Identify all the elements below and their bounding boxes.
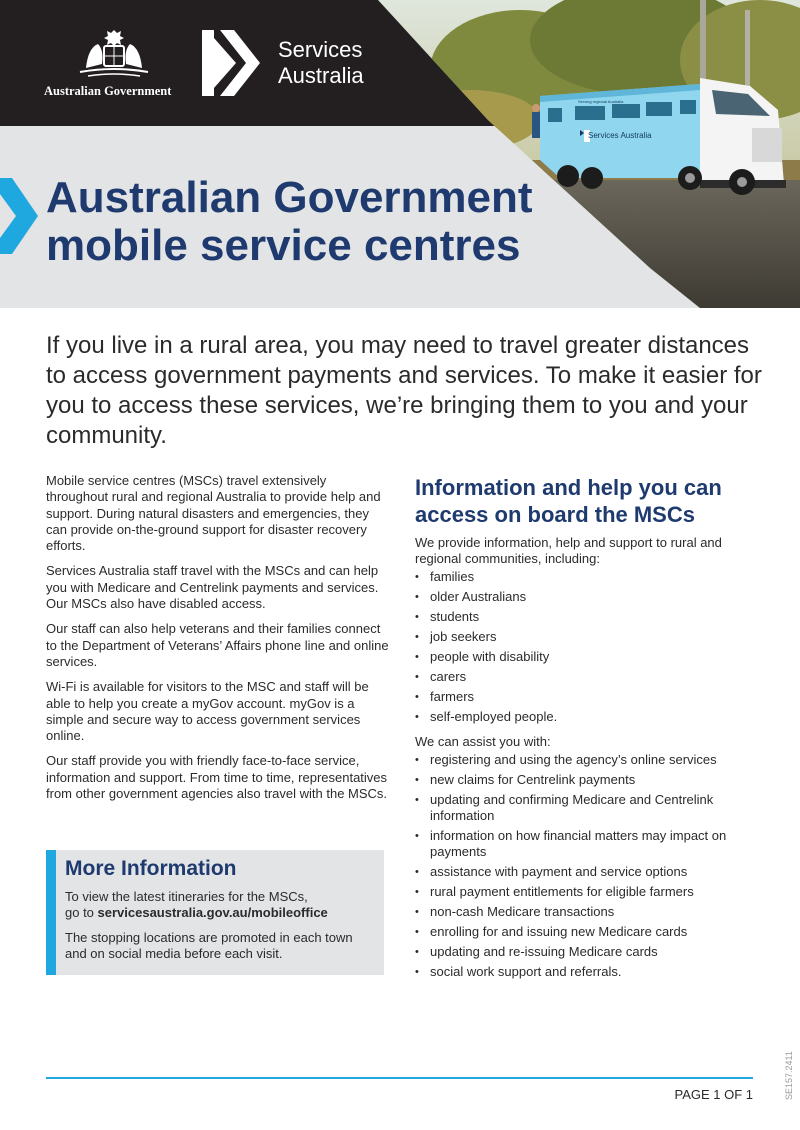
more-info-text [65,889,375,970]
more-info-paragraph [65,889,375,922]
right-heading [415,474,765,528]
assist-list [415,752,765,980]
body-paragraph: Our staff provide you with friendly face-to-face service, information and support. From time to time, representatives from other government agencies also travel with the MSCs. [46,753,388,802]
body-paragraph: Services Australia staff travel with the MSCs and can help you with Medicare and Centrelink payments and services. Our MSCs also have disabled access. [46,563,379,612]
list-item: • enrolling for and issuing new Medicare cards [415,924,688,939]
list-item: • information on how financial matters may impact on payments [415,828,727,859]
bullet-icon: • [415,830,419,842]
more-info-line-1: To view the latest itineraries for the MSCs, [65,889,308,904]
list-item: • assistance with payment and service options [415,864,688,879]
bullet-icon: • [415,866,419,878]
australian-government-logo [44,26,184,102]
title-line-1: Australian Government [46,173,533,222]
list-item: • new claims for Centrelink payments [415,772,636,787]
brand-line-2: Australia [278,63,364,88]
more-info-title: More Information [65,857,237,880]
body-paragraph: Wi-Fi is available for visitors to the MSC and staff will be able to help you create a myGov account. myGov is a simple and secure way to access government services online. [46,679,369,744]
bullet-icon: • [415,671,419,683]
list-item: • job seekers [415,629,497,644]
communities-list [415,569,765,725]
right-column [415,474,765,989]
list-item: • updating and re-issuing Medicare cards [415,944,658,959]
bullet-icon: • [415,754,419,766]
more-info-accent-bar [46,850,56,975]
chevron-accent-icon [0,178,40,254]
bullet-icon: • [415,711,419,723]
bullet-icon: • [415,631,419,643]
brand-line-1: Services [278,37,363,62]
list-item: • social work support and referrals. [415,964,622,979]
left-column [46,473,391,811]
list-item: • students [415,609,480,624]
document-code: SE157.2411 [784,1051,794,1100]
more-info-link[interactable]: servicesaustralia.gov.au/mobileoffice [97,905,328,921]
bullet-icon: • [415,966,419,978]
more-info-paragraph-2: The stopping locations are promoted in each town and on social media before each visit. [65,929,353,961]
bullet-icon: • [415,591,419,603]
page-number: PAGE 1 OF 1 [674,1087,753,1102]
bullet-icon: • [415,611,419,623]
truck-banner-text: Services Australia [588,131,652,140]
bullet-icon: • [415,651,419,663]
list-item: • older Australians [415,589,527,604]
list-item: • registering and using the agency’s online services [415,752,717,767]
assist-intro: We can assist you with: [415,734,551,749]
bullet-icon: • [415,906,419,918]
list-item: • rural payment entitlements for eligible farmers [415,884,694,899]
bullet-icon: • [415,886,419,898]
list-item: • updating and confirming Medicare and Centrelink information [415,792,714,823]
communities-intro: We provide information, help and support to rural and regional communities, including: [415,535,722,566]
body-paragraph: Our staff can also help veterans and their families connect to the Department of Veterans’ Affairs phone line and online services. [46,621,389,669]
more-information-box [46,850,384,975]
services-australia-wordmark [278,37,364,89]
list-item: • carers [415,669,467,684]
list-item: • families [415,569,475,584]
list-item: • self-employed people. [415,709,558,724]
page-title [46,174,533,270]
gov-logo-text: Australian Government [44,84,172,98]
body-paragraph: Mobile service centres (MSCs) travel extensively throughout rural and regional Australia to provide help and support. During natural disasters and emergencies, they can provide on-the-ground support for disaster recovery efforts. [46,473,381,554]
bullet-icon: • [415,774,419,786]
list-item: • non-cash Medicare transactions [415,904,615,919]
coat-of-arms-icon [74,26,154,80]
bullet-icon: • [415,794,419,806]
truck-small-text: Serving regional Australia [578,99,624,104]
list-item: • people with disability [415,649,550,664]
intro-paragraph: If you live in a rural area, you may need to travel greater distances to access government payments and services. To make it easier for you to access these services, we’re bringing them to you and your community. [46,332,762,449]
bullet-icon: • [415,691,419,703]
title-line-2: mobile service centres [46,221,521,270]
list-item: • farmers [415,689,475,704]
right-heading-line-2: access on board the MSCs [415,502,695,527]
right-heading-line-1: Information and help you can [415,475,722,500]
footer-divider [46,1077,753,1079]
bullet-icon: • [415,571,419,583]
services-australia-chevron-icon [200,28,262,98]
more-info-line-2-prefix: go to [65,905,98,921]
bullet-icon: • [415,926,419,938]
bullet-icon: • [415,946,419,958]
